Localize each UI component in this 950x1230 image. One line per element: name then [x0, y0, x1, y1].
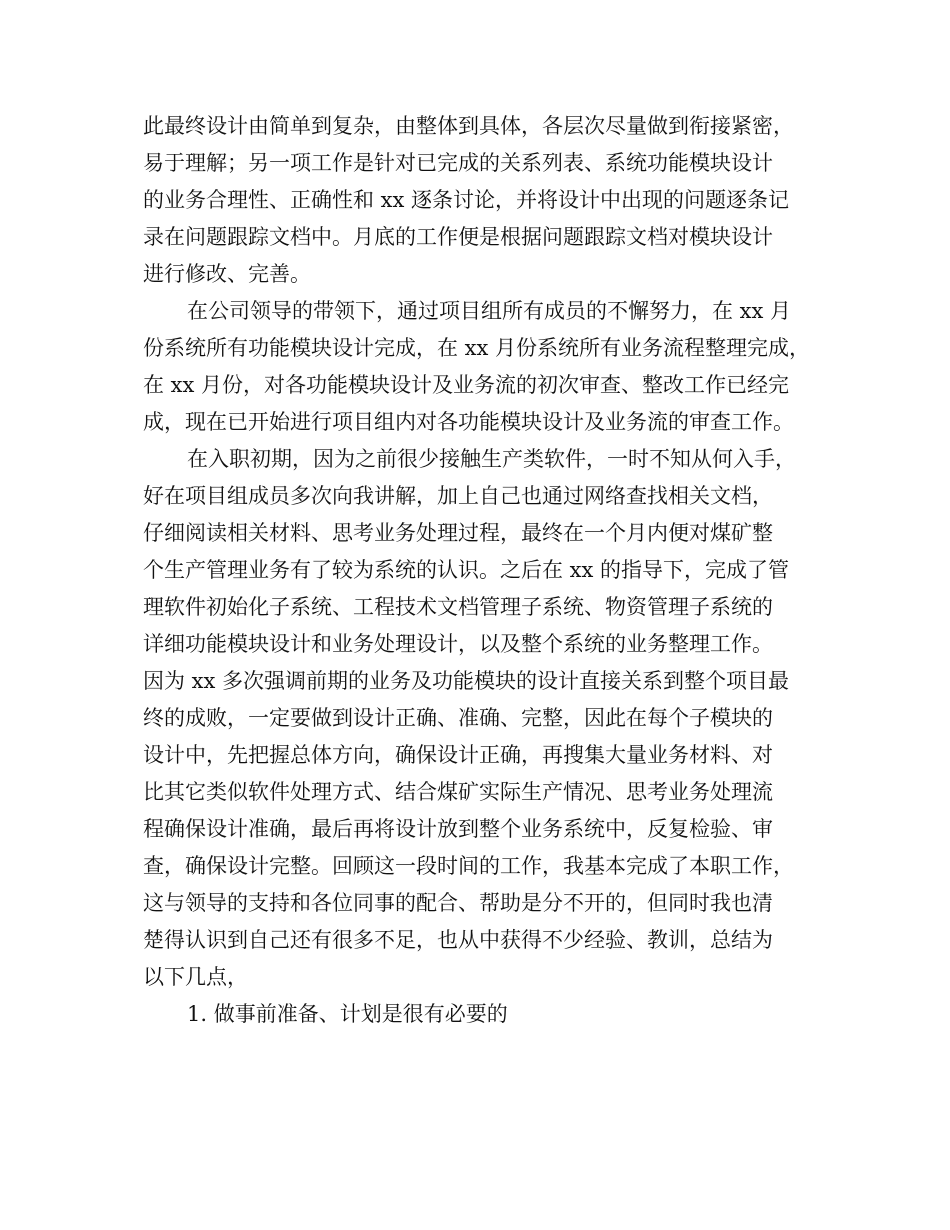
- paragraph-line: 录在问题跟踪文档中。月底的工作便是根据问题跟踪文档对模块设计: [143, 225, 773, 249]
- paragraph-line: 在公司领导的带领下，通过项目组所有成员的不懈努力，在 xx 月: [187, 299, 792, 323]
- paragraph-line: 进行修改、完善。: [143, 262, 311, 286]
- list-item: 1. 做事前准备、计划是很有必要的: [187, 1002, 508, 1026]
- paragraph-line: 以下几点，: [143, 965, 248, 989]
- paragraph-line: 此最终设计由简单到复杂，由整体到具体，各层次尽量做到衔接紧密，: [143, 114, 794, 138]
- paragraph-line: 成，现在已开始进行项目组内对各功能模块设计及业务流的审查工作。: [143, 410, 794, 434]
- paragraph-line: 楚得认识到自己还有很多不足，也从中获得不少经验、教训，总结为: [143, 928, 773, 952]
- paragraph-line: 易于理解；另一项工作是针对已完成的关系列表、系统功能模块设计: [143, 151, 773, 175]
- paragraph-line: 详细功能模块设计和业务处理设计，以及整个系统的业务整理工作。: [143, 632, 773, 656]
- paragraph-line: 理软件初始化子系统、工程技术文档管理子系统、物资管理子系统的: [143, 595, 773, 619]
- paragraph-line: 的业务合理性、正确性和 xx 逐条讨论，并将设计中出现的问题逐条记: [143, 188, 790, 212]
- paragraph-line: 程确保设计准确，最后再将设计放到整个业务系统中，反复检验、审: [143, 817, 773, 841]
- paragraph-line: 份系统所有功能模块设计完成，在 xx 月份系统所有业务流程整理完成，: [143, 336, 811, 360]
- paragraph-line: 仔细阅读相关材料、思考业务处理过程，最终在一个月内便对煤矿整: [143, 521, 773, 545]
- paragraph-line: 在 xx 月份，对各功能模块设计及业务流的初次审查、整改工作已经完: [143, 373, 790, 397]
- paragraph-line: 好在项目组成员多次向我讲解，加上自己也通过网络查找相关文档，: [143, 484, 773, 508]
- paragraph-line: 这与领导的支持和各位同事的配合、帮助是分不开的，但同时我也清: [143, 891, 773, 915]
- paragraph-line: 个生产管理业务有了较为系统的认识。之后在 xx 的指导下，完成了管: [143, 558, 790, 582]
- paragraph-line: 比其它类似软件处理方式、结合煤矿实际生产情况、思考业务处理流: [143, 780, 773, 804]
- paragraph-line: 终的成败，一定要做到设计正确、准确、完整，因此在每个子模块的: [143, 706, 773, 730]
- paragraph-line: 在入职初期，因为之前很少接触生产类软件，一时不知从何入手，: [187, 447, 796, 471]
- paragraph-line: 查，确保设计完整。回顾这一段时间的工作，我基本完成了本职工作，: [143, 854, 794, 878]
- document-body: [143, 108, 823, 1033]
- paragraph-line: 因为 xx 多次强调前期的业务及功能模块的设计直接关系到整个项目最: [143, 669, 790, 693]
- paragraph-line: 设计中，先把握总体方向，确保设计正确，再搜集大量业务材料、对: [143, 743, 773, 767]
